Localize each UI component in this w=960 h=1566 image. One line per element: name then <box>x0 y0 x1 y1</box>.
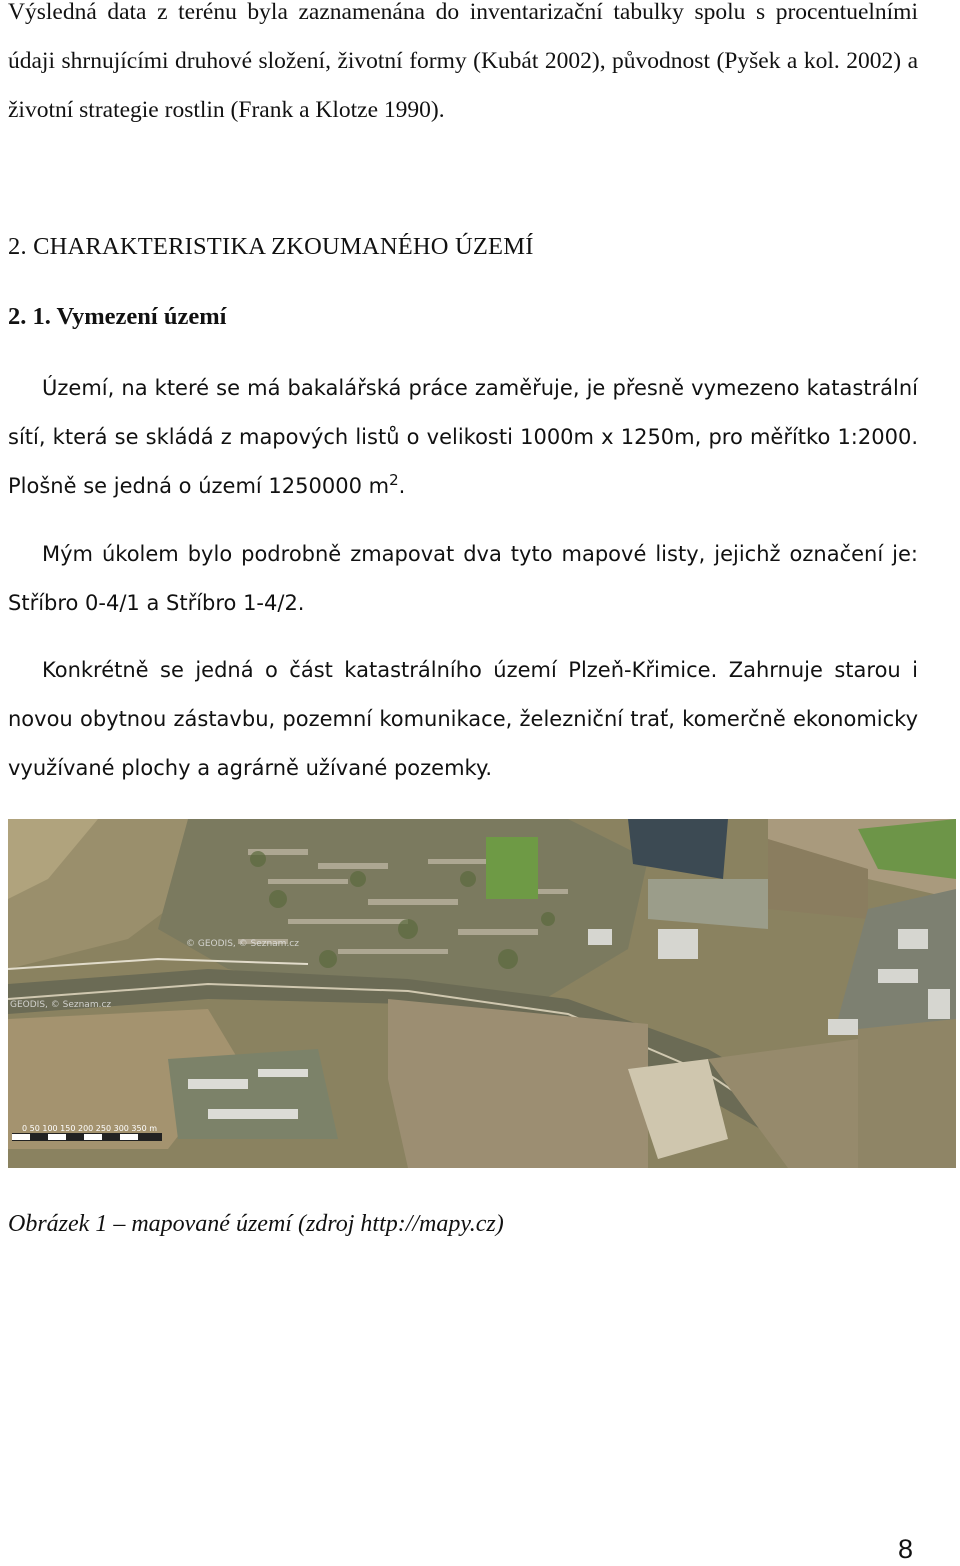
map-watermark-2: GEODIS, © Seznam.cz <box>10 1000 112 1010</box>
chapter-heading: 2. CHARAKTERISTIKA ZKOUMANÉHO ÚZEMÍ <box>8 233 534 260</box>
definition-text-1: Území, na které se má bakalářská práce zaměřuje, je přesně vymezeno katastrální sítí, která se skládá z mapových listů o velikosti 1000m x 1250m, pro měřítko 1:2000. <box>8 376 918 449</box>
task-paragraph: Mým úkolem bylo podrobně zmapovat dva tyto mapové listy, jejichž označení je: Stříbro 0-4/1 a Stříbro 1-4/2. <box>8 542 918 615</box>
section-heading: 2. 1. Vymezení území <box>8 303 227 330</box>
location-text-a: Konkrétně se jedná o část katastrálního území Plzeň-Křimice. <box>42 658 718 682</box>
page-number: 8 <box>898 1534 914 1564</box>
map-watermark-1: © GEODIS, © Seznam.cz <box>186 939 299 949</box>
superscript-two: 2 <box>389 471 399 489</box>
figure-caption: Obrázek 1 – mapované území (zdroj http://mapy.cz) <box>8 1211 504 1237</box>
definition-paragraph <box>8 364 918 511</box>
location-paragraph <box>8 646 918 793</box>
definition-end: . <box>398 474 406 498</box>
definition-text-2: Plošně se jedná o území 1250000 m <box>8 474 390 498</box>
location-text-b: Zahrnuje starou i novou obytnou zástavbu, pozemní komunikace, železniční trať, komerčně ekonomicky využívané plochy a agrárně užívané pozemky. <box>8 658 918 780</box>
map-scale-labels: 0 50 100 150 200 250 300 350 m <box>22 1124 158 1133</box>
intro-paragraph: Výsledná data z terénu byla zaznamenána do inventarizační tabulky spolu s procentuelními údaji shrnujícími druhové složení, životní formy (Kubát 2002), původnost (Pyšek a kol. 2002) a životní strategie rostlin (Frank a Klotze 1990). <box>8 0 918 123</box>
aerial-map-image <box>8 819 956 1168</box>
